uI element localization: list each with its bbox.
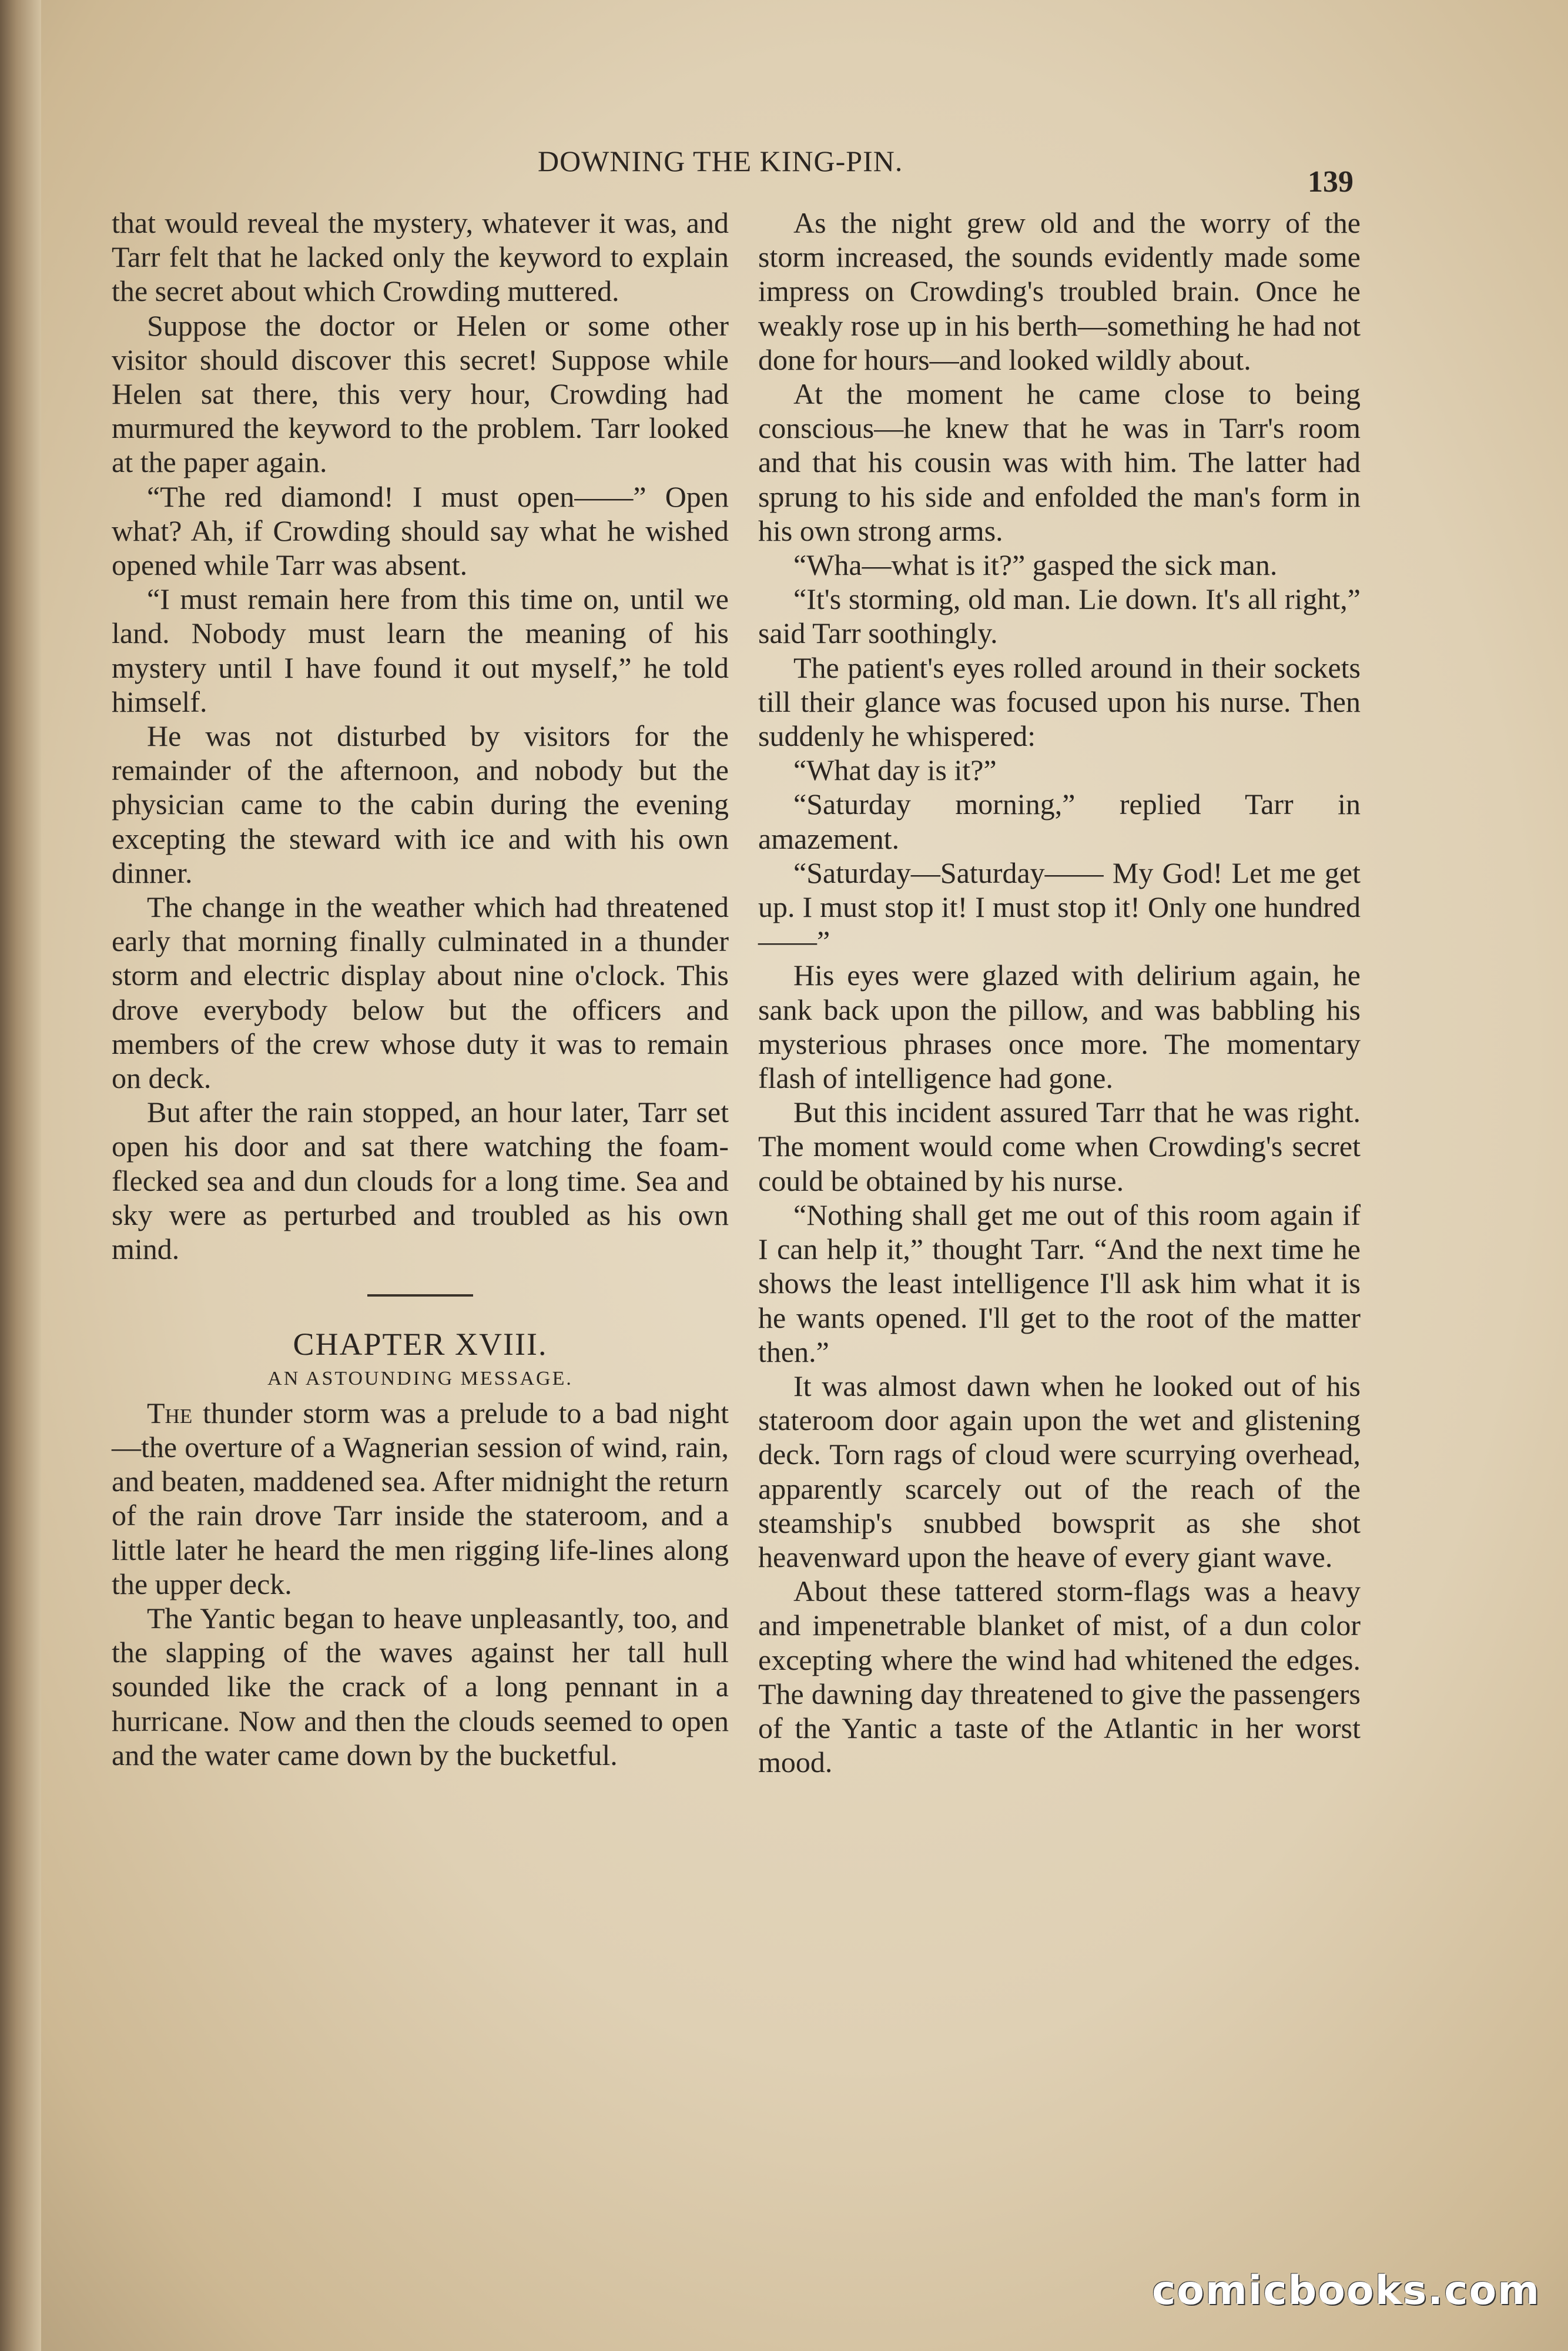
paragraph: “Wha—what is it?” gasped the sick man. [793,548,1278,582]
paragraph: Suppose the doctor or Helen or some other visitor should discover this secret! Suppose while Helen sat there, this very hour, Crowding had murmured the keyword to the problem. Tarr looked at the paper again. [112,309,729,479]
paragraph: “Saturday—Saturday—— My God! Let me get up. I must stop it! I must stop it! Only one hundred——” [758,856,1361,958]
page-number: 139 [1308,165,1353,199]
paragraph: But after the rain stopped, an hour later, Tarr set open his door and sat there watching the foam-flecked sea and dun clouds for a long time. Sea and sky were as perturbed and troubled as his own mind. [112,1096,729,1266]
paragraph: “The red diamond! I must open——” Open what? Ah, if Crowding should say what he wished opened while Tarr was absent. [112,480,729,582]
paragraph: The Yantic began to heave unpleasantly, too, and the slapping of the waves against her tall hull sounded like the crack of a long pennant in a hurricane. Now and then the clouds seemed to open and the water came down by the bucketful. [112,1601,729,1771]
paragraph: that would reveal the mystery, whatever it was, and Tarr felt that he lacked only the keyword to explain the secret about which Crowding muttered. [112,206,729,308]
paragraph: But this incident assured Tarr that he was right. The moment would come when Crowding's secret could be obtained by his nurse. [758,1096,1361,1197]
paragraph: As the night grew old and the worry of the storm increased, the sounds evidently made some impress on Crowding's troubled brain. Once he weakly rose up in his berth—something he had not done for hours—and looked wildly about. [758,206,1361,376]
chapter-title: CHAPTER XVIII. [293,1327,548,1362]
paragraph: “Saturday morning,” replied Tarr in amazement. [758,788,1361,855]
watermark-logo: comicbooks.com [1152,2268,1541,2314]
running-title: DOWNING THE KING-PIN. [538,145,903,178]
chapter-divider [367,1294,473,1297]
paragraph: It was almost dawn when he looked out of his stateroom door again upon the wet and glistening deck. Torn rags of cloud were scurrying overhead, apparently scarcely out of the reach of the steamship's snubbed bowsprit as she shot heavenward upon the heave of every giant wave. [758,1369,1361,1573]
paragraph: The change in the weather which had threatened early that morning finally culminated in a thunder storm and electric display about nine o'clock. This drove everybody below but the officers and members of the crew whose duty it was to remain on deck. [112,890,729,1095]
paragraph: His eyes were glazed with delirium again, he sank back upon the pillow, and was babbling his mysterious phrases once more. The momentary flash of intelligence had gone. [758,959,1361,1095]
paragraph: “What day is it?” [793,753,997,787]
left-column [112,206,729,1772]
paragraph: About these tattered storm-flags was a heavy and impenetrable blanket of mist, of a dun color excepting where the wind had whitened the edges. The dawning day threatened to give the passengers of the Yantic a taste of the Atlantic in her worst mood. [758,1575,1361,1779]
paragraph [112,1396,729,1601]
paragraph: “It's storming, old man. Lie down. It's all right,” said Tarr soothingly. [758,582,1361,650]
chapter-subtitle: AN ASTOUNDING MESSAGE. [267,1367,573,1389]
page-header [0,144,1568,199]
page-binding-edge [0,0,41,2351]
paragraph: The patient's eyes rolled around in their sockets till their glance was focused upon his nurse. Then suddenly he whispered: [758,651,1361,753]
paragraph-text: thunder storm was a prelude to a bad night—the overture of a Wagnerian session of wind, rain, and beaten, maddened sea. After midnight the return of the rain drove Tarr inside the stateroom, and a little later he heard the men rigging life-lines along the upper deck. [112,1396,729,1600]
right-column [758,206,1361,1779]
paragraph: At the moment he came close to being conscious—he knew that he was in Tarr's room and that his cousin was with him. The latter had sprung to his side and enfolded the man's form in his own strong arms. [758,377,1361,547]
paragraph: “I must remain here from this time on, until we land. Nobody must learn the meaning of his mystery until I have found it out myself,” he told himself. [112,582,729,718]
lead-word: The [147,1396,193,1429]
paragraph: “Nothing shall get me out of this room again if I can help it,” thought Tarr. “And the next time he shows the least intelligence I'll ask him what it is he wants opened. I'll get to the root of the matter then.” [758,1198,1361,1368]
paragraph: He was not disturbed by visitors for the remainder of the afternoon, and nobody but the physician came to the cabin during the evening excepting the steward with ice and with his own dinner. [112,719,729,889]
